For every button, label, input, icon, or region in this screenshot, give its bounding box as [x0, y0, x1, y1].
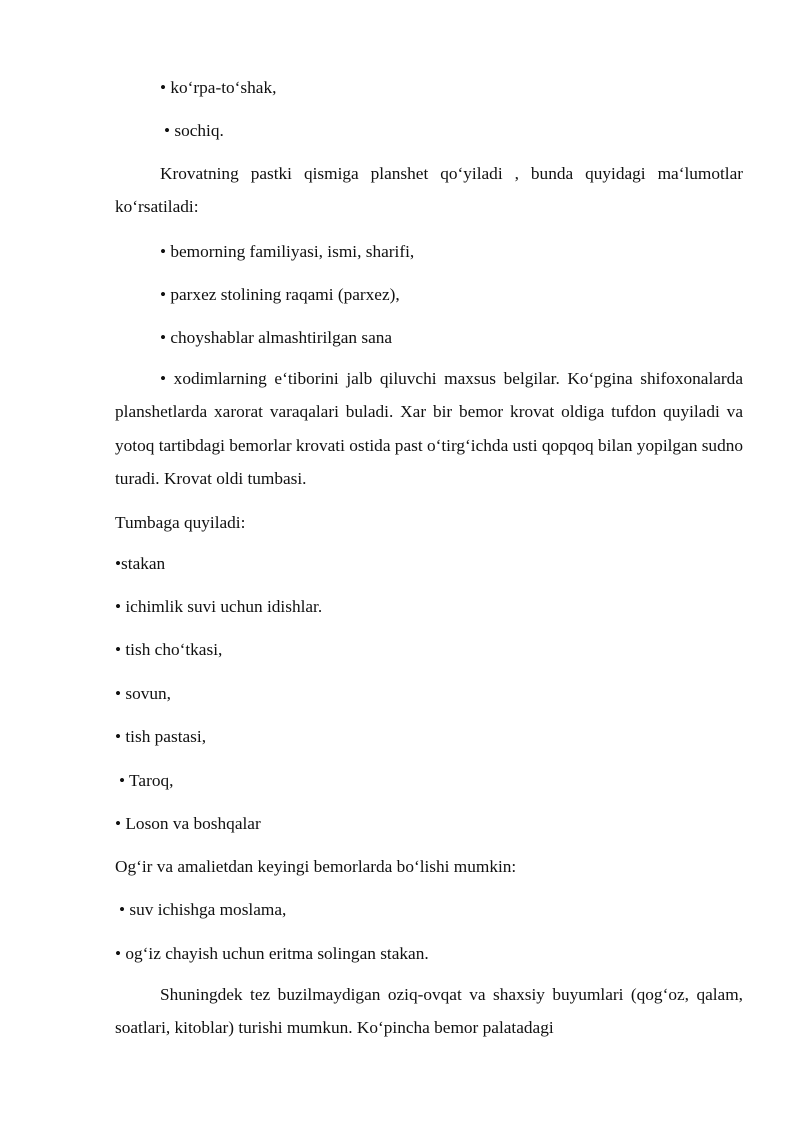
list-item-toothpaste: • tish pastasi,	[115, 727, 207, 746]
list-item-glass: •stakan	[115, 554, 166, 573]
list-item-water-vessels: • ichimlik suvi uchun idishlar.	[115, 597, 323, 616]
list-item-towel: • sochiq.	[164, 121, 224, 140]
list-item-soap: • sovun,	[115, 684, 171, 703]
paragraph-severe-patients: Og‘ir va amalietdan keyingi bemorlarda bo‘lishi mumkin:	[115, 857, 517, 876]
tumba-heading: Tumbaga quyiladi:	[115, 513, 246, 532]
list-item-lotion: • Loson va boshqalar	[115, 814, 261, 833]
list-item-patient-name: • bemorning familiyasi, ismi, sharifi,	[160, 242, 415, 261]
list-item-toothbrush: • tish cho‘tkasi,	[115, 640, 223, 659]
list-item-linen-date: • choyshablar almashtirilgan sana	[160, 328, 393, 347]
paragraph-personal-items: Shuningdek tez buzilmaydigan oziq-ovqat va shaxsiy buyumlari (qog‘oz, qalam, soatlari, kitoblar) turishi mumkun. Ko‘pincha bemor palatadagi	[115, 985, 743, 1038]
list-item-bedding: • ko‘rpa-to‘shak,	[160, 78, 277, 97]
list-item-diet-table: • parxez stolining raqami (parxez),	[160, 285, 400, 304]
list-item-rinse-glass: • og‘iz chayish uchun eritma solingan stakan.	[115, 944, 429, 963]
paragraph-planshet: Krovatning pastki qismiga planshet qo‘yiladi , bunda quyidagi ma‘lumotlar ko‘rsatiladi:	[115, 164, 743, 217]
list-item-drinking-device: • suv ichishga moslama,	[119, 900, 287, 919]
list-item-comb: • Taroq,	[119, 771, 174, 790]
paragraph-staff-signs: • xodimlarning e‘tiborini jalb qiluvchi maxsus belgilar. Ko‘pgina shifoxonalarda planshetlarda xarorat varaqalari buladi. Xar bir bemor krovat oldiga tufdon quyiladi va yotoq tartibdagi bemorlar krovati ostida past o‘tirg‘ichda usti qopqoq bilan yopilgan sudno turadi. Krovat oldi tumbasi.	[115, 369, 743, 489]
